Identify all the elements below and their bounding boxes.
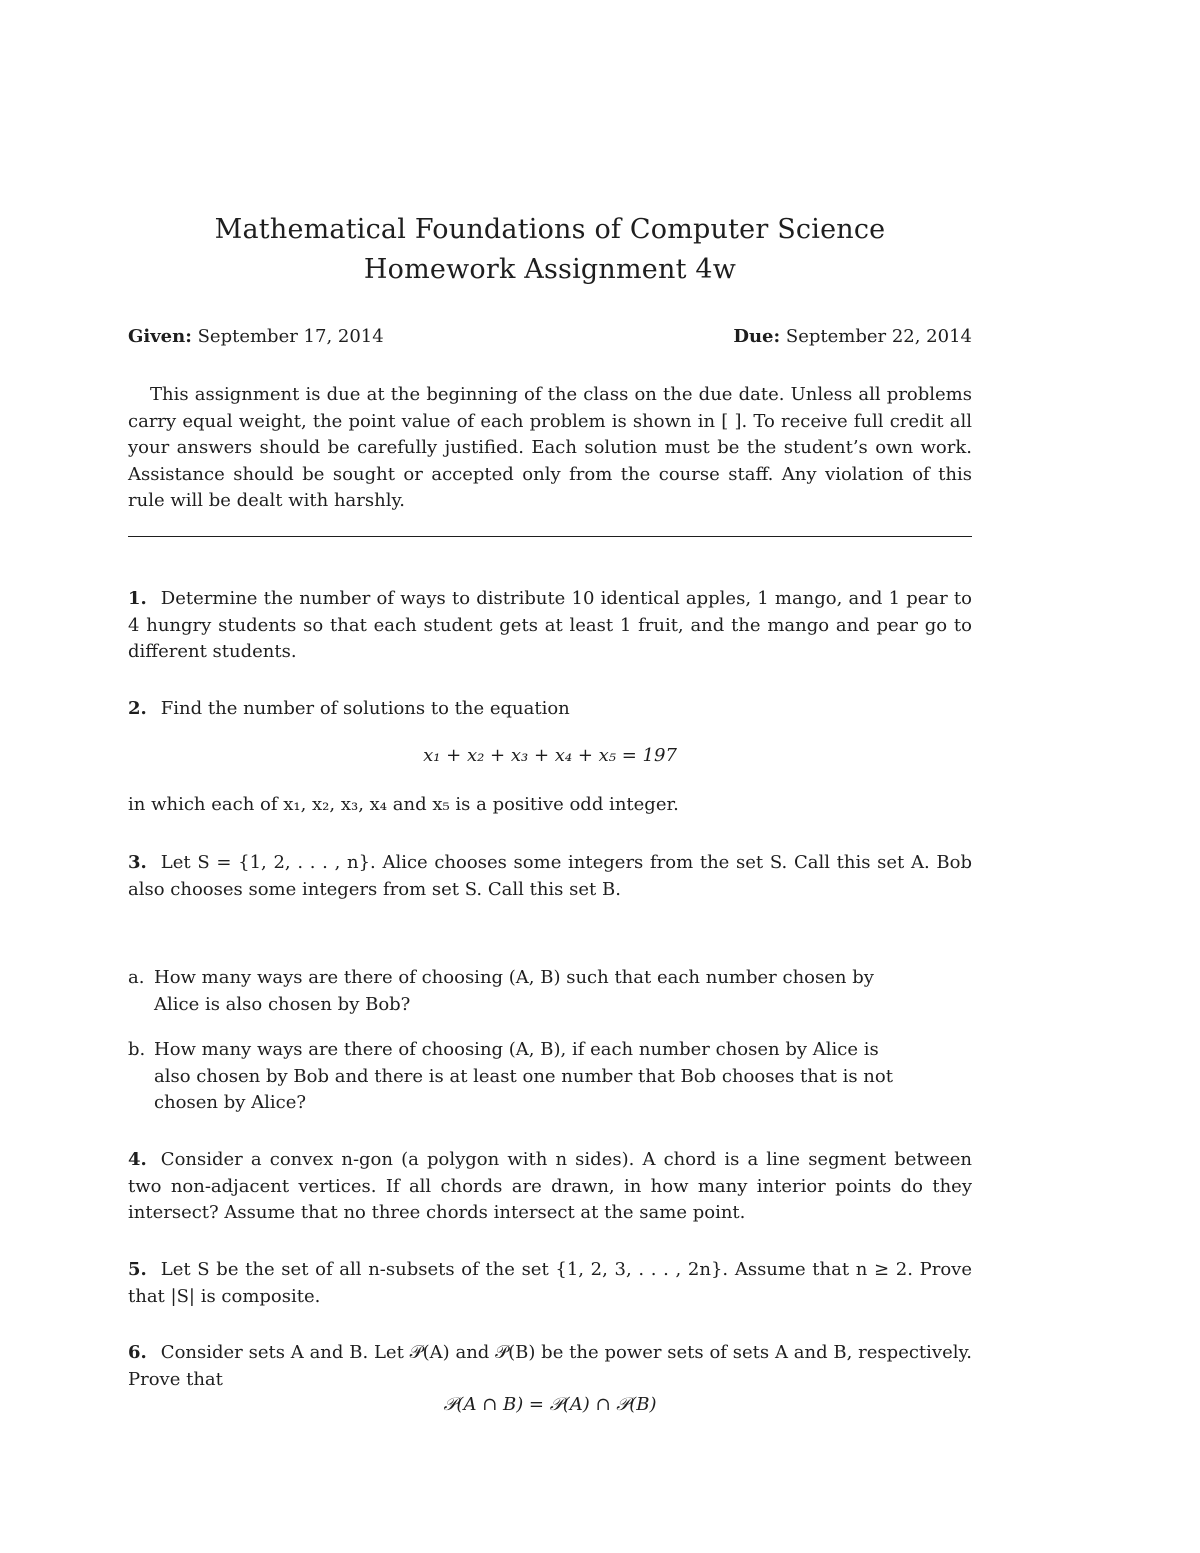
problem-text: Determine the number of ways to distribute 10 identical apples, 1 mango, and 1 pear to 4 hungry students so that each student gets at least 1 fruit, and the mango and pear go to different students. — [128, 588, 972, 662]
subproblem-text: How many ways are there of choosing (A, B) such that each number chosen by Alice is also chosen by Bob? — [154, 967, 874, 1015]
subproblem-label: a. — [128, 967, 145, 988]
due-value: September 22, 2014 — [785, 326, 972, 347]
document-title: Mathematical Foundations of Computer Science — [214, 214, 886, 245]
problem-4 — [128, 1147, 972, 1227]
given-label: Given: — [128, 326, 192, 347]
subproblem-label: b. — [128, 1039, 146, 1060]
problem-5 — [128, 1257, 972, 1310]
problem-6 — [128, 1340, 972, 1393]
problem-2 — [128, 696, 972, 723]
given-date — [128, 326, 384, 347]
due-label: Due: — [733, 326, 781, 347]
problem-3 — [128, 850, 972, 903]
problem-2-continuation: in which each of x₁, x₂, x₃, x₄ and x₅ is a positive odd integer. — [128, 794, 679, 815]
horizontal-divider — [128, 536, 972, 537]
subproblem-b — [128, 1037, 918, 1117]
problem-text: Consider sets A and B. Let 𝒫(A) and 𝒫(B) be the power sets of sets A and B, respectively. Prove that — [128, 1342, 972, 1390]
due-date — [733, 326, 972, 347]
problem-number: 1. — [128, 588, 147, 609]
subproblem-a — [128, 965, 918, 1018]
problem-text: Consider a convex n-gon (a polygon with n sides). A chord is a line segment between two non-adjacent vertices. If all chords are drawn, in how many interior points do they intersect? Assume that no three chords intersect at the same point. — [128, 1149, 972, 1223]
problem-text: Let S = {1, 2, . . . , n}. Alice chooses some integers from the set S. Call this set A. Bob also chooses some integers from set S. Call this set B. — [128, 852, 972, 900]
problem-1 — [128, 586, 972, 666]
instructions-paragraph: This assignment is due at the beginning of the class on the due date. Unless all problems carry equal weight, the point value of each problem is shown in [ ]. To receive full credit all your answers should be carefully justified. Each solution must be the student’s own work. Assistance should be sought or accepted only from the course staff. Any violation of this rule will be dealt with harshly. — [128, 384, 972, 511]
problem-number: 4. — [128, 1149, 147, 1170]
problem-number: 6. — [128, 1342, 147, 1363]
problem-number: 3. — [128, 852, 147, 873]
equation: x₁ + x₂ + x₃ + x₄ + x₅ = 197 — [423, 745, 677, 766]
document-subtitle: Homework Assignment 4w — [363, 254, 737, 285]
problem-text: Find the number of solutions to the equation — [160, 698, 570, 719]
equation: 𝒫(A ∩ B) = 𝒫(A) ∩ 𝒫(B) — [443, 1394, 657, 1415]
given-value: September 17, 2014 — [197, 326, 384, 347]
problem-number: 2. — [128, 698, 147, 719]
subproblem-text: How many ways are there of choosing (A, B), if each number chosen by Alice is also chosen by Bob and there is at least one number that Bob chooses that is not chosen by Alice? — [154, 1039, 893, 1113]
problem-number: 5. — [128, 1259, 147, 1280]
problem-text: Let S be the set of all n-subsets of the set {1, 2, 3, . . . , 2n}. Assume that n ≥ 2. Prove that |S| is composite. — [128, 1259, 972, 1307]
